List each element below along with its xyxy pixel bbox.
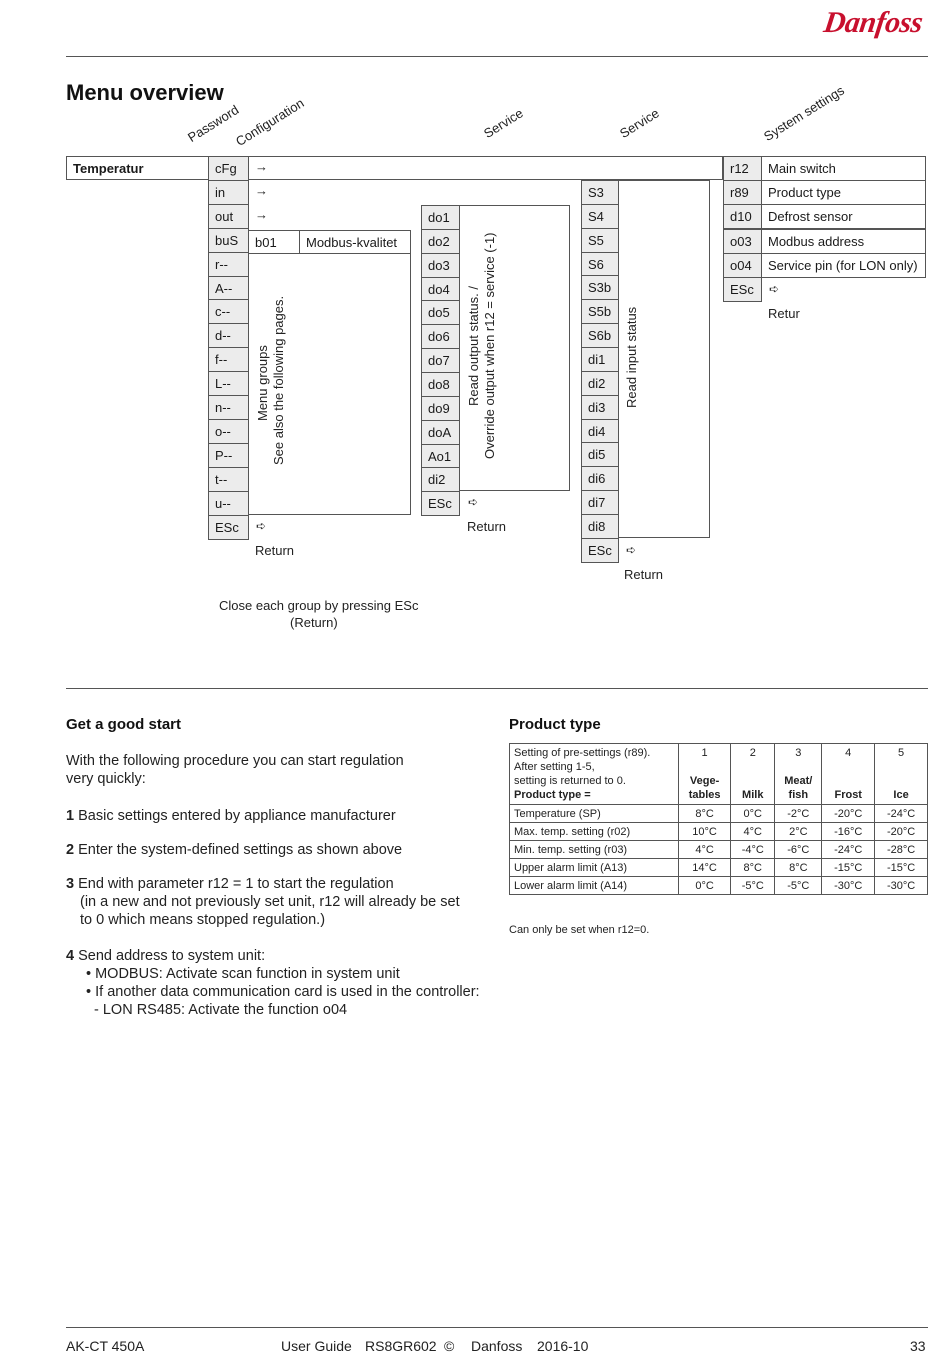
header-bold: Product type =: [514, 789, 591, 801]
footer-date: 2016-10: [537, 1338, 589, 1354]
product-type-row: [510, 805, 928, 823]
input-item: S5: [581, 228, 619, 253]
config-item: n--: [208, 395, 249, 420]
step-line: 2 Enter the system-defined settings as shown above: [66, 842, 403, 858]
config-item: A--: [208, 276, 249, 301]
product-type-row: [510, 823, 928, 841]
input-item: di8: [581, 514, 619, 539]
output-text-2: Override output when r12 = service (-1): [482, 232, 497, 459]
product-type-column: [679, 744, 731, 805]
row-value: 0°C: [679, 877, 731, 895]
system-item-label: Product type: [761, 180, 926, 205]
config-item: P--: [208, 443, 249, 468]
config-item: c--: [208, 299, 249, 324]
return-arrow-icon: ➪: [626, 543, 637, 557]
close-note-line-1: Close each group by pressing ESc: [219, 598, 419, 613]
config-item: o--: [208, 419, 249, 444]
input-item: ESc: [581, 538, 619, 563]
config-item: out: [208, 204, 249, 229]
product-type-column: [731, 744, 775, 805]
product-type-note: Can only be set when r12=0.: [509, 924, 650, 936]
right-arrow-icon: →: [255, 183, 268, 198]
colhead-configuration: Configuration: [233, 95, 307, 149]
row-value: 8°C: [775, 859, 822, 877]
step-number: 3: [66, 876, 75, 892]
system-retur-label: Retur: [768, 306, 800, 321]
row-value: -5°C: [731, 877, 775, 895]
output-text-1: Read output status. /: [466, 286, 481, 406]
system-item-code: r12: [723, 156, 762, 181]
row-label: Upper alarm limit (A13): [510, 859, 679, 877]
column-number: 5: [898, 747, 905, 759]
product-type-row: [510, 859, 928, 877]
input-item: S4: [581, 204, 619, 229]
step-line: 4 Send address to system unit:: [66, 948, 266, 964]
header-line: Setting of pre-settings (r89).: [514, 747, 651, 759]
row-value: 4°C: [731, 823, 775, 841]
output-item: do3: [421, 253, 460, 278]
input-item: S3: [581, 180, 619, 205]
top-row-frame: [166, 156, 723, 180]
footer-rule: [66, 1327, 928, 1328]
menu-groups-text-2: See also the following pages.: [271, 295, 286, 465]
output-item: Ao1: [421, 444, 460, 469]
row-value: -5°C: [775, 877, 822, 895]
row-label: Temperature (SP): [510, 805, 679, 823]
row-value: -6°C: [775, 841, 822, 859]
config-item: cFg: [208, 156, 249, 181]
danfoss-logo: Danfoss: [821, 6, 925, 39]
output-item: do4: [421, 277, 460, 302]
step-number: 1: [66, 808, 75, 824]
config-item: f--: [208, 347, 249, 372]
input-item: di2: [581, 371, 619, 396]
row-value: -16°C: [822, 823, 875, 841]
step-line: - LON RS485: Activate the function o04: [94, 1002, 348, 1018]
system-item-code: o03: [723, 229, 762, 254]
input-item: di3: [581, 395, 619, 420]
row-value: 8°C: [679, 805, 731, 823]
column-number: 1: [701, 747, 708, 759]
footer-code: RS8GR602: [365, 1338, 437, 1354]
row-value: -24°C: [822, 841, 875, 859]
right-arrow-icon: →: [255, 159, 268, 174]
column-name: Milk: [742, 789, 764, 801]
menu-groups-text-1: Menu groups: [255, 345, 270, 421]
product-type-row: [510, 841, 928, 859]
system-item-label: Main switch: [761, 156, 926, 181]
product-type-row: [510, 877, 928, 895]
column-number: 2: [749, 747, 756, 759]
product-type-column: [775, 744, 822, 805]
step-line: • MODBUS: Activate scan function in system unit: [86, 966, 400, 982]
return-arrow-icon: ➪: [769, 282, 780, 296]
system-item-label: Defrost sensor: [761, 204, 926, 229]
column-name: Meat/ fish: [784, 775, 813, 801]
section-rule: [66, 688, 928, 689]
input-text: Read input status: [624, 306, 639, 408]
bus-sub-code: b01: [248, 230, 300, 254]
config-return-label: Return: [255, 543, 295, 558]
input-item: S6: [581, 252, 619, 277]
output-item: do7: [421, 348, 460, 373]
input-item: di5: [581, 442, 619, 467]
output-return-label: Return: [467, 519, 507, 534]
colhead-service-input: Service: [617, 105, 662, 141]
row-label: Max. temp. setting (r02): [510, 823, 679, 841]
config-item: u--: [208, 491, 249, 516]
footer-guide: User Guide: [281, 1338, 352, 1354]
input-return-label: Return: [624, 567, 664, 582]
system-item-code: o04: [723, 253, 762, 278]
config-item: buS: [208, 228, 249, 253]
column-number: 4: [845, 747, 852, 759]
step-line: 1 Basic settings entered by appliance manufacturer: [66, 808, 396, 824]
input-item: S6b: [581, 323, 619, 348]
output-item: do1: [421, 205, 460, 230]
row-value: -20°C: [875, 823, 928, 841]
row-value: -2°C: [775, 805, 822, 823]
step-line: to 0 which means stopped regulation.): [80, 912, 326, 928]
output-item: ESc: [421, 491, 460, 516]
row-label: Min. temp. setting (r03): [510, 841, 679, 859]
product-type-column: [822, 744, 875, 805]
temperatur-cell: Temperatur: [66, 156, 167, 180]
row-value: -4°C: [731, 841, 775, 859]
system-item-label: Modbus address: [761, 229, 926, 254]
input-item: di1: [581, 347, 619, 372]
row-value: 2°C: [775, 823, 822, 841]
row-label: Lower alarm limit (A14): [510, 877, 679, 895]
output-item: di2: [421, 467, 460, 492]
page-title: Menu overview: [66, 80, 224, 105]
row-value: -15°C: [875, 859, 928, 877]
output-item: do6: [421, 324, 460, 349]
config-item: t--: [208, 467, 249, 492]
step-line: • If another data communication card is used in the controller:: [86, 984, 480, 1000]
row-value: 14°C: [679, 859, 731, 877]
product-type-column: [875, 744, 928, 805]
column-name: Ice: [893, 789, 909, 801]
header-line: After setting 1-5,: [514, 761, 595, 773]
footer-page-number: 33: [910, 1338, 926, 1354]
step-line: 3 End with parameter r12 = 1 to start the regulation: [66, 876, 394, 892]
config-item: in: [208, 180, 249, 205]
row-value: 0°C: [731, 805, 775, 823]
colhead-password: Password: [185, 102, 242, 145]
header-line: setting is returned to 0.: [514, 775, 626, 787]
row-value: -20°C: [822, 805, 875, 823]
output-item: do9: [421, 396, 460, 421]
right-arrow-icon: →: [255, 207, 268, 222]
footer-product: AK-CT 450A: [66, 1338, 145, 1354]
footer-copyright: ©: [444, 1338, 455, 1354]
good-start-intro-1: With the following procedure you can start regulation: [66, 753, 404, 769]
row-value: -30°C: [875, 877, 928, 895]
column-name: Vege- tables: [688, 775, 721, 801]
row-value: -24°C: [875, 805, 928, 823]
row-value: 4°C: [679, 841, 731, 859]
row-value: -30°C: [822, 877, 875, 895]
config-item: d--: [208, 323, 249, 348]
bus-sub-label: Modbus-kvalitet: [299, 230, 411, 254]
input-item: di7: [581, 490, 619, 515]
output-item: do5: [421, 300, 460, 325]
config-item: r--: [208, 252, 249, 277]
row-value: -15°C: [822, 859, 875, 877]
config-item: ESc: [208, 515, 249, 540]
input-item: S5b: [581, 299, 619, 324]
product-type-table: [509, 743, 928, 895]
row-value: -28°C: [875, 841, 928, 859]
return-arrow-icon: ➪: [468, 495, 479, 509]
product-type-header-cell: [510, 744, 679, 805]
column-number: 3: [795, 747, 802, 759]
input-item: di6: [581, 466, 619, 491]
footer-company: Danfoss: [471, 1338, 523, 1354]
colhead-service-output: Service: [481, 105, 526, 141]
input-item: di4: [581, 419, 619, 444]
header-rule: [66, 56, 928, 57]
good-start-intro-2: very quickly:: [66, 771, 146, 787]
system-item-label: Service pin (for LON only): [761, 253, 926, 278]
good-start-heading: Get a good start: [66, 716, 182, 733]
step-line: (in a new and not previously set unit, r12 will already be set: [80, 894, 460, 910]
step-number: 2: [66, 842, 75, 858]
input-item: S3b: [581, 275, 619, 300]
output-item: do8: [421, 372, 460, 397]
product-type-heading: Product type: [509, 716, 601, 733]
return-arrow-icon: ➪: [256, 519, 267, 533]
system-item-code: ESc: [723, 277, 762, 302]
step-number: 4: [66, 948, 75, 964]
system-item-code: r89: [723, 180, 762, 205]
row-value: 10°C: [679, 823, 731, 841]
config-item: L--: [208, 371, 249, 396]
column-name: Frost: [834, 789, 862, 801]
output-item: doA: [421, 420, 460, 445]
close-note-line-2: (Return): [290, 615, 338, 630]
product-type-header-row: [510, 744, 928, 805]
output-item: do2: [421, 229, 460, 254]
row-value: 8°C: [731, 859, 775, 877]
colhead-system-settings: System settings: [761, 82, 847, 144]
system-item-code: d10: [723, 204, 762, 229]
